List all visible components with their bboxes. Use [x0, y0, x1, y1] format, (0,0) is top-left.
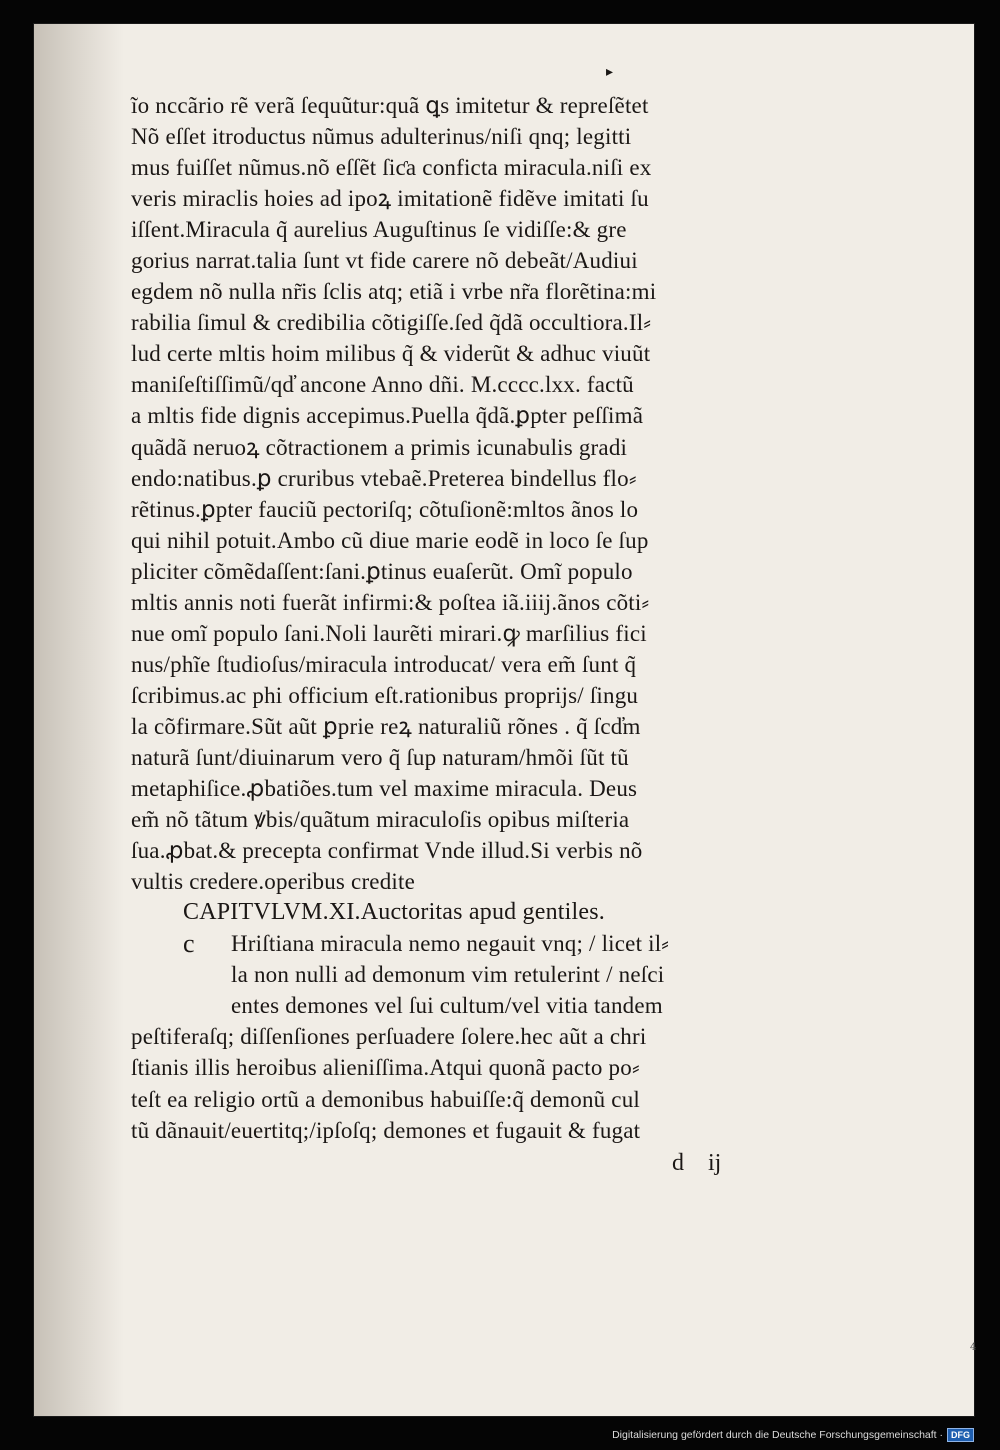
text-line: gorius narrat.talia ſunt vt fide carere nõ debeãt/Audiui	[131, 248, 638, 274]
text-line: egdem nõ nulla nr̃is ſclis atq; etiã i vrbe nr̃a florẽtina:mi	[131, 279, 657, 305]
text-line: veris miraclis hoies ad ipoꝝ imitationẽ fidẽve imitati ſu	[131, 186, 649, 212]
text-line: mltis annis noti fuerãt infirmi:& poſtea iã.iiij.ãnos cõti⸗	[131, 589, 650, 615]
text-line: la cõfirmare.Sũt aũt ꝑprie reꝝ naturaliũ rõnes . q̃ ſcd̕m	[131, 713, 641, 739]
text-line: mus fuiſſet nũmus.nõ eſſẽt ſiƈa conficta miracula.niſi ex	[131, 155, 652, 181]
text-line: maniſeſtiſſimũ/qd̕ ancone Anno dñi. M.cccc.lxx. factũ	[131, 372, 634, 398]
chapter-heading: CAPITVLVM.XI.Auctoritas apud gentiles.	[183, 899, 605, 926]
credit-text: Digitalisierung gefördert durch die Deutsche Forschungsgemeinschaft ·	[612, 1429, 943, 1441]
body-text	[131, 90, 821, 897]
scanned-page	[34, 24, 977, 1416]
text-line: Hriſtiana miracula nemo negauit vnq; / licet il⸗	[231, 931, 670, 957]
text-line: ĩo nccãrio rẽ verã ſequũtur:quã ꝗs imitetur & repreſẽtet	[131, 93, 649, 118]
text-line: quãdã neruoꝝ cõtractionem a primis icunabulis gradi	[131, 434, 628, 460]
digitization-credit	[612, 1428, 974, 1442]
text-line: ſcribimus.ac phi officium eſt.rationibus proprijs/ ſingu	[131, 682, 639, 708]
text-line: entes demones vel ſui cultum/vel vitia tandem	[231, 993, 663, 1019]
dfg-logo-icon: DFG	[947, 1428, 974, 1442]
text-line: em̃ nõ tãtum ꝟbis/quãtum miraculoſis opibus miſteria	[131, 807, 630, 833]
corner-mark: 4	[970, 1342, 977, 1353]
text-line: peſtiferaſq; diſſenſiones perſuadere ſolere.hec aũt a chri	[131, 1024, 647, 1050]
text-line: lud certe mltis hoim milibus q̃ & viderũt & adhuc viuũt	[131, 341, 651, 367]
text-line: a mltis fide dignis accepimus.Puella q̃dã.ꝑpter peſſimã	[131, 403, 644, 429]
page-text-block	[131, 90, 821, 1146]
text-line: iſſent.Miracula q̃ aurelius Auguſtinus ſe vidiſſe:& gre	[131, 217, 627, 243]
initial-paragraph-lines	[131, 928, 821, 1021]
drop-initial: c	[183, 929, 195, 959]
text-line: metaphiſice.ꝓbatiões.tum vel maxime miracula. Deus	[131, 776, 638, 802]
text-line: nue omĩ populo ſani.Noli laurẽti mirari.ꝙ marſilius fici	[131, 620, 647, 646]
text-line: Nõ eſſet itroductus nũmus adulterinus/niſi qnq; legitti	[131, 124, 632, 150]
text-line: nus/phĩe ſtudioſus/miracula introducat/ vera em̃ ſunt q̃	[131, 651, 637, 677]
text-line: endo:natibus.ꝑ cruribus vtebaẽ.Preterea bindellus flo⸗	[131, 465, 637, 491]
text-line: vultis credere.operibus credite	[131, 869, 415, 895]
closing-text	[131, 1021, 821, 1145]
text-line: naturã ſunt/diuinarum vero q̃ ſup naturam/hmõi ſũt tũ	[131, 744, 629, 770]
initial-paragraph	[131, 928, 821, 1021]
page-top-mark: ▸	[606, 64, 614, 80]
text-line: tũ dãnauit/euertitq;/ipſoſq; demones et fugauit & fugat	[131, 1117, 641, 1143]
text-line: rabilia ſimul & credibilia cõtigiſſe.ſed q̃dã occultiora.Il⸗	[131, 310, 652, 336]
text-line: teſt ea religio ortũ a demonibus habuiſſe:q̃ demonũ cul	[131, 1086, 641, 1112]
signature-mark: d ij	[672, 1150, 722, 1176]
text-line: la non nulli ad demonum vim retulerint / neſci	[231, 962, 665, 988]
text-line: pliciter cõmẽdaſſent:ſani.ꝑtinus euaſerũt. Omĩ populo	[131, 558, 633, 584]
text-line: ſtianis illis heroibus alieniſſima.Atqui quonã pacto po⸗	[131, 1055, 640, 1081]
text-line: rẽtinus.ꝑpter fauciũ pectoriſq; cõtuſionẽ:mltos ãnos lo	[131, 496, 639, 522]
text-line: qui nihil potuit.Ambo cũ diue marie eodẽ in loco ſe ſup	[131, 527, 649, 553]
text-line: ſua.ꝓbat.& precepta confirmat Vnde illud.Si verbis nõ	[131, 838, 643, 864]
